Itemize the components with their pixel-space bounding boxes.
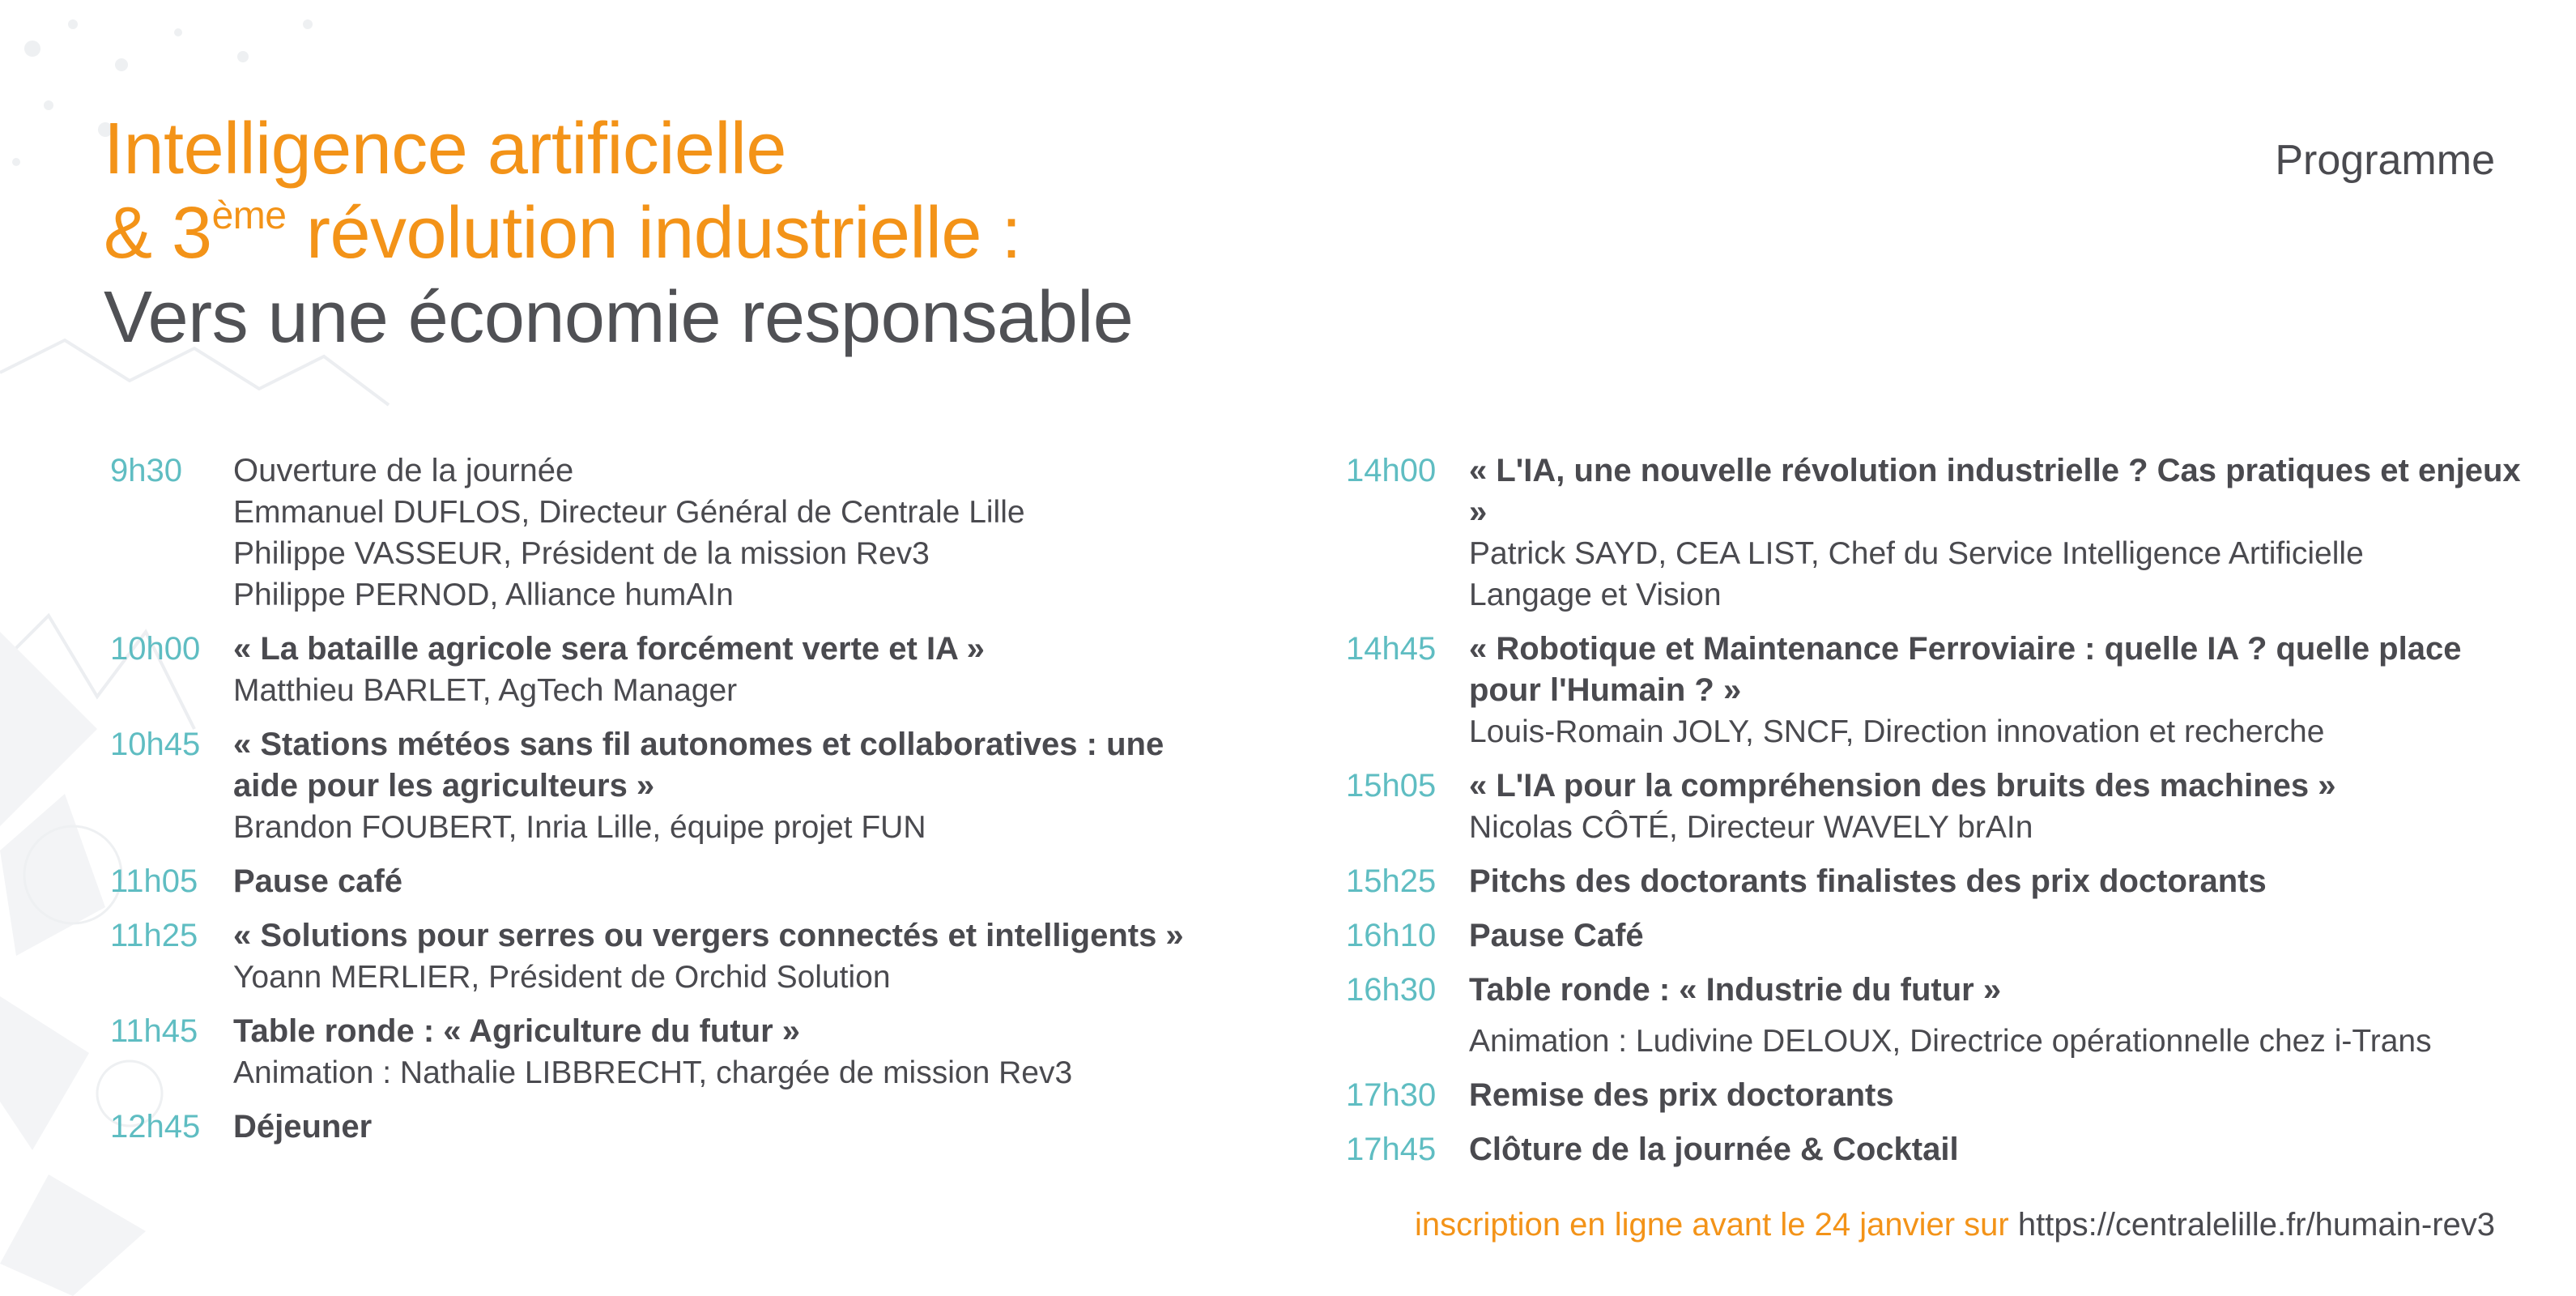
agenda-item [110,629,1187,711]
agenda-time: 10h45 [110,727,201,762]
agenda-title: Clôture de la journée & Cocktail [1469,1132,1959,1167]
title-line-1: Intelligence artificielle [104,109,786,190]
agenda-time: 17h45 [1346,1132,1437,1167]
agenda-title: Table ronde : « Agriculture du futur » [233,1013,801,1049]
agenda-title: Remise des prix doctorants [1469,1077,1894,1113]
agenda-speaker: Philippe VASSEUR, Président de la mission Rev3 [233,536,930,571]
agenda-speaker: Philippe PERNOD, Alliance humAIn [233,578,734,612]
agenda-title: Déjeuner [233,1109,373,1145]
agenda-content [1469,915,2528,957]
agenda-title: Pause Café [1469,918,1644,953]
agenda-content [1469,970,2528,1062]
registration-link[interactable]: https://centralelille.fr/humain-rev3 [2017,1207,2495,1243]
agenda-speaker: Animation : Ludivine DELOUX, Directrice opérationnelle chez i-Trans [1469,1024,2432,1059]
agenda-speaker: Patrick SAYD, CEA LIST, Chef du Service Intelligence Artificielle [1469,536,2364,571]
agenda-title: Pitchs des doctorants finalistes des prix doctorants [1469,863,2267,899]
agenda-afternoon [1346,450,2528,1183]
agenda-speaker: Yoann MERLIER, Président de Orchid Solution [233,960,891,995]
registration-footer [1415,1207,2495,1243]
agenda-content [1469,765,2528,848]
agenda-content [233,450,1187,616]
agenda-content [1469,450,2528,616]
agenda-speaker: Matthieu BARLET, AgTech Manager [233,673,738,708]
agenda-title: Table ronde : « Industrie du futur » [1469,972,2002,1008]
agenda-title: « Solutions pour serres ou vergers connectés et intelligents » [233,918,1184,953]
agenda-time: 9h30 [110,453,182,488]
agenda-item [110,450,1187,616]
agenda-speaker: Langage et Vision [1469,578,1722,612]
agenda-content [233,1011,1187,1094]
agenda-time: 14h45 [1346,631,1437,667]
registration-text: inscription en ligne avant le 24 janvier sur [1414,1207,2009,1243]
agenda-content [233,724,1187,848]
agenda-speaker: Emmanuel DUFLOS, Directeur Général de Centrale Lille [233,495,1025,530]
agenda-item [1346,1075,2528,1116]
title-line-2: & 3ème révolution industrielle : [104,193,1021,274]
agenda-title: Pause café [233,863,403,899]
agenda-item [1346,1129,2528,1170]
agenda-content [1469,1075,2528,1116]
agenda-content [233,629,1187,711]
agenda-time: 11h45 [110,1013,198,1049]
agenda-item [110,1011,1187,1094]
event-title [104,107,1133,360]
agenda-speaker: Louis-Romain JOLY, SNCF, Direction innovation et recherche [1469,714,2325,749]
agenda-content [1469,1129,2528,1170]
agenda-morning [110,450,1187,1161]
agenda-title: « L'IA pour la compréhension des bruits des machines » [1469,768,2336,804]
agenda-item [110,724,1187,848]
agenda-item [1346,970,2528,1062]
agenda-time: 15h05 [1346,768,1437,804]
agenda-time: 11h25 [110,918,198,953]
agenda-time: 16h10 [1346,918,1437,953]
agenda-title: « La bataille agricole sera forcément verte et IA » [233,631,985,667]
agenda-content [233,861,1187,902]
agenda-speaker: Brandon FOUBERT, Inria Lille, équipe projet FUN [233,810,926,845]
agenda-content [1469,861,2528,902]
agenda-time: 12h45 [110,1109,201,1145]
agenda-title: « L'IA, une nouvelle révolution industrielle ? Cas pratiques et enjeux » [1469,453,2521,530]
agenda-title: « Robotique et Maintenance Ferroviaire : quelle IA ? quelle place pour l'Humain ? » [1469,631,2462,708]
agenda-speaker: Animation : Nathalie LIBBRECHT, chargée de mission Rev3 [233,1055,1073,1090]
agenda-time: 14h00 [1346,453,1437,488]
agenda-speaker: Nicolas CÔTÉ, Directeur WAVELY brAIn [1469,810,2033,845]
agenda-content [1469,629,2528,752]
agenda-time: 17h30 [1346,1077,1437,1113]
agenda-item [1346,765,2528,848]
agenda-item [110,915,1187,998]
agenda-item [1346,915,2528,957]
agenda-item [110,1106,1187,1148]
programme-label: Programme [2275,137,2495,184]
agenda-item [110,861,1187,902]
agenda-time: 11h05 [110,863,198,899]
agenda-time: 15h25 [1346,863,1437,899]
agenda-time: 16h30 [1346,972,1437,1008]
agenda-content [233,1106,1187,1148]
agenda-item [1346,861,2528,902]
agenda-title: Ouverture de la journée [233,453,574,488]
agenda-title: « Stations météos sans fil autonomes et collaboratives : une aide pour les agriculteurs » [233,727,1165,804]
agenda-item [1346,450,2528,616]
agenda-content [233,915,1187,998]
agenda-item [1346,629,2528,752]
subtitle: Vers une économie responsable [104,277,1134,358]
agenda-time: 10h00 [110,631,201,667]
